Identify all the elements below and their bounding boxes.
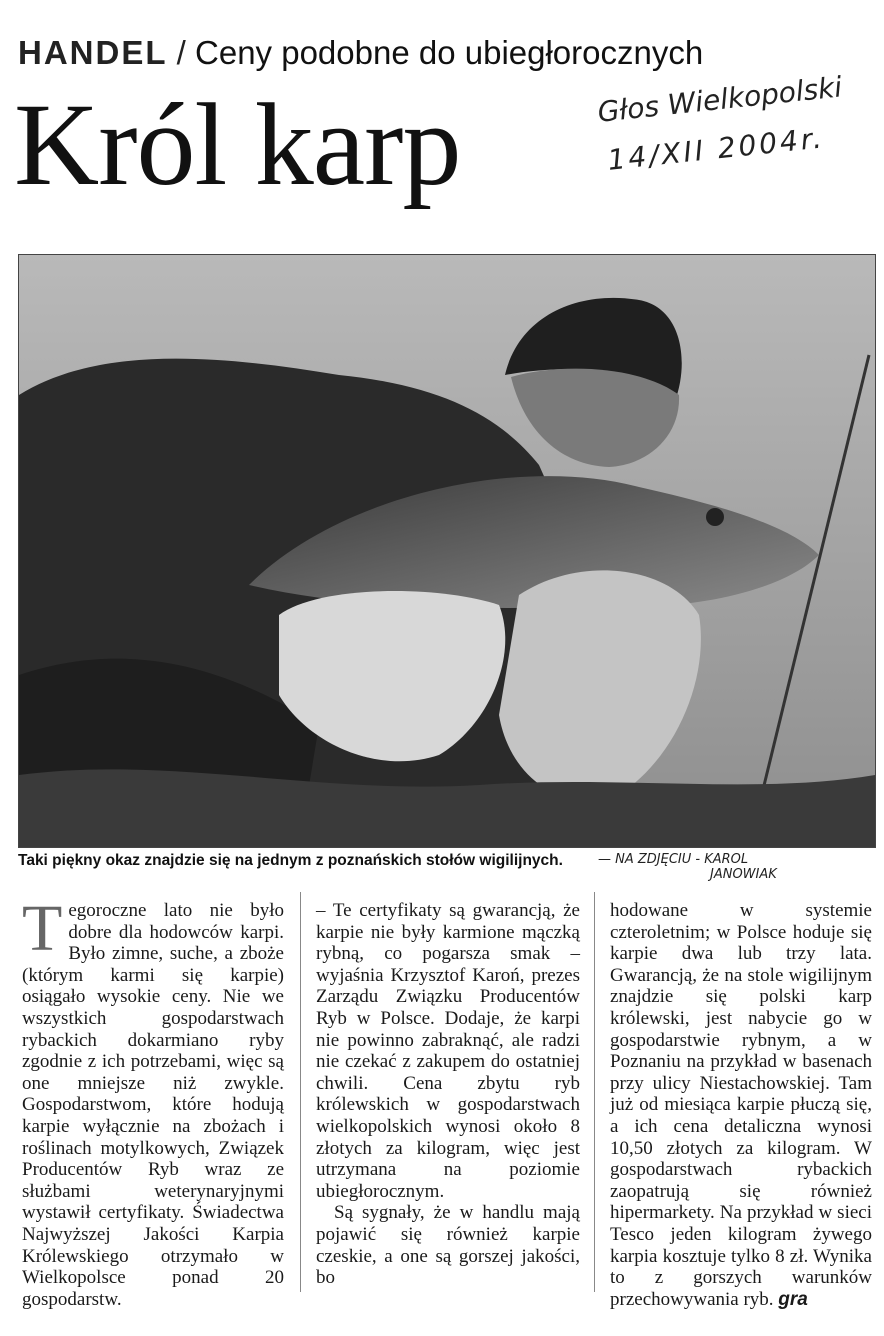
article-headline: Król karp	[14, 79, 461, 210]
article-paragraph	[610, 900, 872, 1310]
article-column-3	[610, 900, 872, 1310]
article-paragraph: – Te certyfikaty są gwarancją, że karpie nie były karmione mączką rybną, co pogarsza smak – wyjaśnia Krzysztof Karoń, prezes Zarządu Związku Producentów Ryb w Polsce. Dodaje, że karpi nie powinno zabraknąć, ale radzi nie czekać z zakupem do ostatniej chwili. Cena zbytu ryb królewskich w gospodarstwach wielkopolskich wynosi około 8 złotych za kilogram, więc jest utrzymana na poziomie ubiegłorocznym.	[316, 900, 580, 1202]
article-column-2	[316, 900, 580, 1289]
article-photo	[18, 254, 876, 848]
section-label: HANDEL	[18, 34, 168, 71]
article-paragraph: Są sygnały, że w handlu mają pojawić się również karpie czeskie, a one są gorszej jakości, bo	[316, 1202, 580, 1289]
photo-caption: Taki piękny okaz znajdzie się na jednym z poznańskich stołów wigilijnych.	[18, 852, 563, 869]
article-column-1	[22, 892, 284, 1310]
handwritten-source-note: Głos Wielkopolski	[596, 70, 844, 129]
kicker-separator: /	[176, 34, 186, 71]
photo-credit-line1: — NA ZDJĘCIU - KAROL	[598, 852, 749, 867]
section-kicker	[18, 34, 703, 72]
drop-cap: T	[22, 892, 63, 965]
article-paragraph-text: hodowane w systemie czteroletnim; w Polsce hoduje się karpie dwa lub trzy lata. Gwarancją, że na stole wigilijnym znajdzie się polski karp królewski, jest nabycie go w gospodarstwie rybnym, a w Poznaniu na przykład w basenach przy ulicy Niestachowskiej. Tam już od miesiąca karpie płuczą się, a ich cena detaliczna wynosi 10,50 złotych za kilogram. W gospodarstwach rybackich zaopatrują się również hipermarkety. Na przykład w sieci Tesco jeden kilogram żywego karpia kosztuje tylko 8 zł. Wynika to z gorszych warunków przechowywania ryb.	[610, 900, 872, 1310]
column-rule	[300, 892, 301, 1292]
article-paragraph: egoroczne lato nie było dobre dla hodowców karpi. Było zimne, suche, a zboże (którym karmi się karpie) osiągało wysokie ceny. Nie we wszystkich gospodarstwach rybackich dokarmiano ryby zgodnie z ich potrzebami, więc są one mniejsze niż zwykle. Gospodarstwom, które hodują karpie wyłącznie na zbożach i roślinach motylkowych, Związek Producentów Ryb wraz ze służbami weterynaryjnymi wystawił certyfikaty. Świadectwa Najwyższej Jakości Karpia Królewskiego otrzymało w Wielkopolsce ponad 20 gospodarstw.	[22, 900, 284, 1310]
fisherman-holding-carp-image	[19, 255, 875, 847]
handwritten-date-note: 14/XII 2004r.	[606, 121, 827, 177]
photo-credit-line2: JANOWIAK	[710, 867, 777, 882]
column-rule	[594, 892, 595, 1292]
author-signature: gra	[778, 1288, 808, 1310]
article-subtitle: Ceny podobne do ubiegłorocznych	[195, 34, 704, 71]
photo-credit-handwritten	[598, 852, 777, 882]
